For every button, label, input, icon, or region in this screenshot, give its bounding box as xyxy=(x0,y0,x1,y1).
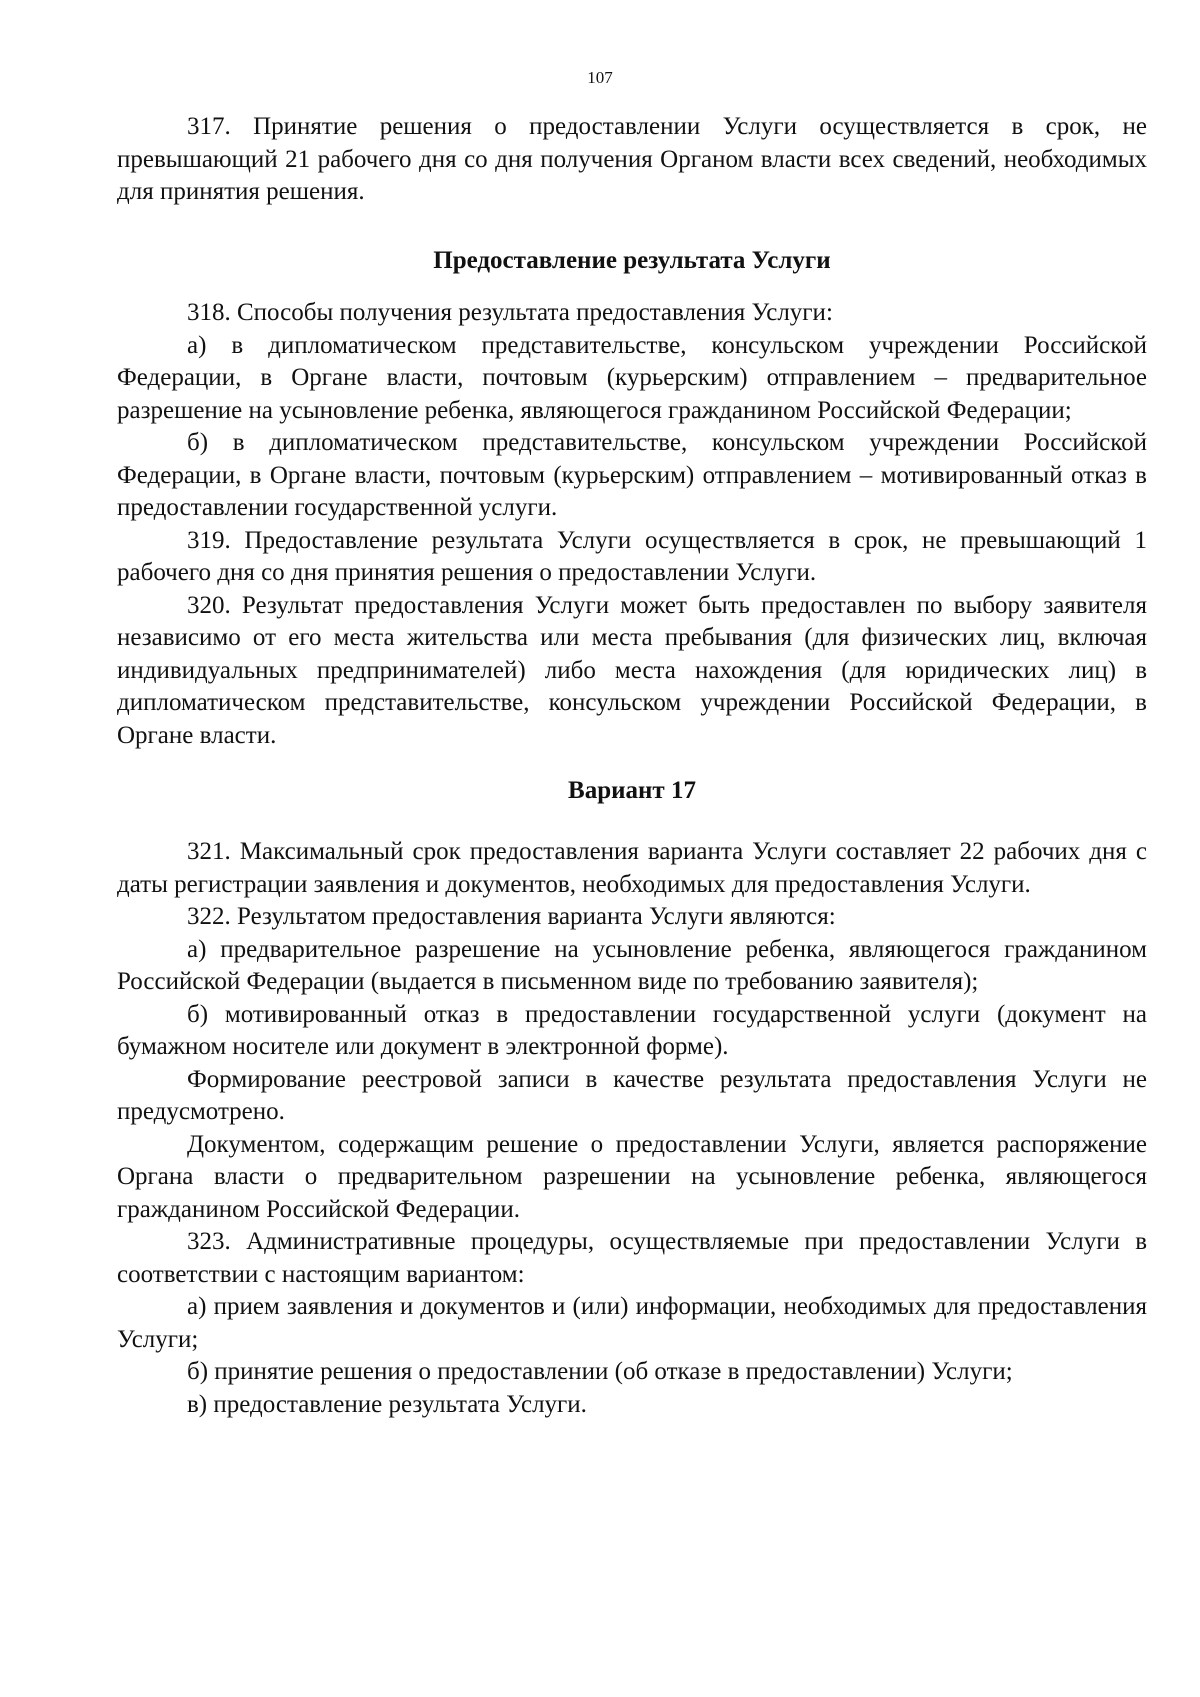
section-3 xyxy=(117,836,1147,1421)
paragraph-318-a: а) в дипломатическом представительстве, консульском учреждении Российской Федерации, в Органе власти, почтовым (курьерским) отправлением – предварительное разрешение на усыновление ребенка, являющегося гражданином Российской Федерации; xyxy=(117,331,1147,424)
section-heading-result: Предоставление результата Услуги xyxy=(433,247,831,274)
paragraph-320: 320. Результат предоставления Услуги может быть предоставлен по выбору заявителя независимо от его места жительства или места пребывания (для физических лиц, включая индивидуальных предпринимателей) либо места нахождения (для юридических лиц) в дипломатическом представительстве, консульском учреждении Российской Федерации, в Органе власти. xyxy=(117,591,1147,749)
paragraph-318-b: б) в дипломатическом представительстве, консульском учреждении Российской Федерации, в Органе власти, почтовым (курьерским) отправлением – мотивированный отказ в предоставлении государственной услуги. xyxy=(117,429,1147,521)
section-2 xyxy=(117,297,1147,752)
paragraph-322-b: б) мотивированный отказ в предоставлении государственной услуги (документ на бумажном носителе или документ в электронной форме). xyxy=(117,1000,1147,1060)
paragraph-318: 318. Способы получения результата предоставления Услуги: xyxy=(187,299,833,326)
page-number: 107 xyxy=(587,68,613,87)
paragraph-317: 317. Принятие решения о предоставлении Услуги осуществляется в срок, не превышающий 21 рабочего дня со дня получения Органом власти всех сведений, необходимых для принятия решения. xyxy=(117,113,1147,205)
heading-block-2 xyxy=(117,775,1147,808)
paragraph-322-a: а) предварительное разрешение на усыновление ребенка, являющегося гражданином Российской Федерации (выдается в письменном виде по требованию заявителя); xyxy=(117,935,1147,995)
paragraph-321: 321. Максимальный срок предоставления варианта Услуги составляет 22 рабочих дня с даты регистрации заявления и документов, необходимых для предоставления Услуги. xyxy=(117,838,1147,898)
section-heading-variant: Вариант 17 xyxy=(568,777,696,804)
paragraph-323-c: в) предоставление результата Услуги. xyxy=(187,1390,587,1418)
paragraph-323: 323. Административные процедуры, осуществляемые при предоставлении Услуги в соответствии с настоящим вариантом: xyxy=(117,1228,1147,1288)
paragraph-decision-document: Документом, содержащим решение о предоставлении Услуги, является распоряжение Органа власти о предварительном разрешении на усыновление ребенка, являющегося гражданином Российской Федерации. xyxy=(117,1130,1147,1223)
paragraph-registry: Формирование реестровой записи в качестве результата предоставления Услуги не предусмотрено. xyxy=(117,1065,1147,1125)
paragraph-323-a: а) прием заявления и документов и (или) информации, необходимых для предоставления Услуги; xyxy=(117,1293,1147,1353)
paragraph-319: 319. Предоставление результата Услуги осуществляется в срок, не превышающий 1 рабочего дня со дня принятия решения о предоставлении Услуги. xyxy=(117,526,1147,586)
heading-block-1 xyxy=(117,245,1147,278)
section-1 xyxy=(117,111,1147,209)
paragraph-322: 322. Результатом предоставления варианта Услуги являются: xyxy=(187,903,836,930)
paragraph-323-b: б) принятие решения о предоставлении (об отказе в предоставлении) Услуги; xyxy=(187,1358,1013,1385)
